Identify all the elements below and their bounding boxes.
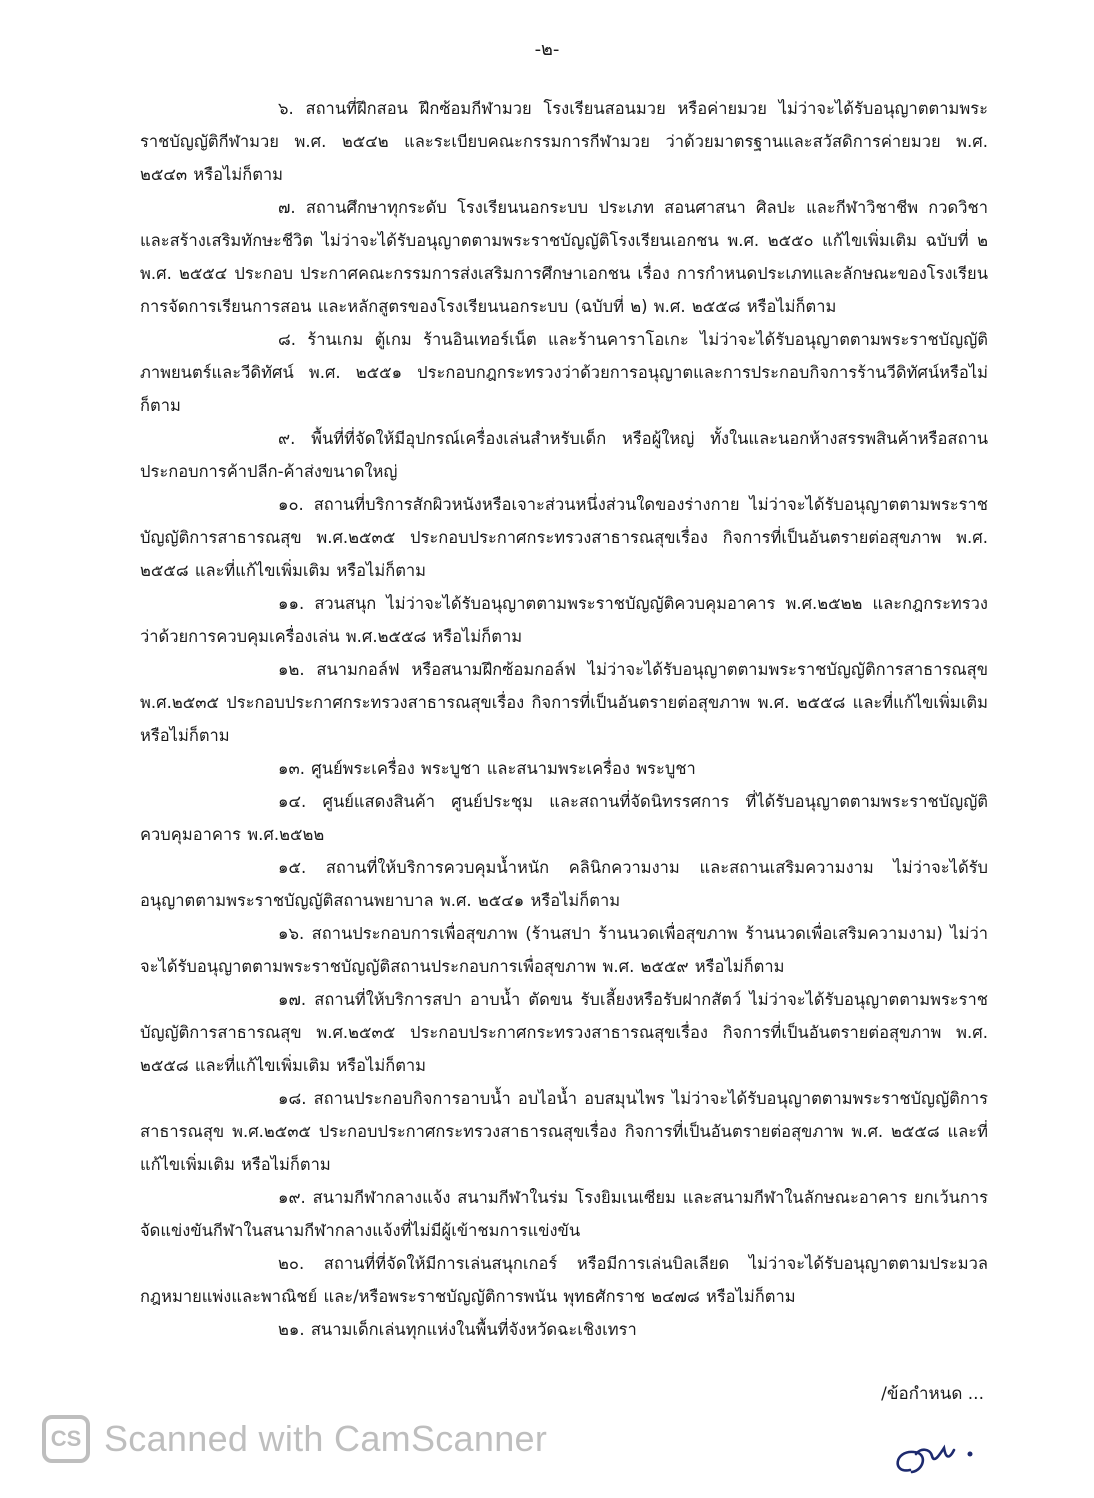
- document-body: [140, 92, 988, 1346]
- list-item: ๖. สถานที่ฝึกสอน ฝึกซ้อมกีฬามวย โรงเรียนสอนมวย หรือค่ายมวย ไม่ว่าจะได้รับอนุญาตตามพระราชบัญญัติกีฬามวย พ.ศ. ๒๕๔๒ และระเบียบคณะกรรมการกีฬามวย ว่าด้วยมาตรฐานและสวัสดิการค่ายมวย พ.ศ. ๒๕๔๓ หรือไม่ก็ตาม: [140, 99, 988, 184]
- camscanner-logo-icon: CS: [42, 1415, 90, 1463]
- list-item: ๑๑. สวนสนุก ไม่ว่าจะได้รับอนุญาตตามพระราชบัญญัติควบคุมอาคาร พ.ศ.๒๕๒๒ และกฎกระทรวงว่าด้วยการควบคุมเครื่องเล่น พ.ศ.๒๕๕๘ หรือไม่ก็ตาม: [140, 594, 988, 646]
- list-item: ๑๐. สถานที่บริการสักผิวหนังหรือเจาะส่วนหนึ่งส่วนใดของร่างกาย ไม่ว่าจะได้รับอนุญาตตามพระราชบัญญัติการสาธารณสุข พ.ศ.๒๕๓๕ ประกอบประกาศกระทรวงสาธารณสุขเรื่อง กิจการที่เป็นอันตรายต่อสุขภาพ พ.ศ. ๒๕๕๘ และที่แก้ไขเพิ่มเติม หรือไม่ก็ตาม: [140, 495, 988, 580]
- watermark-text: Scanned with CamScanner: [104, 1418, 548, 1459]
- list-item: ๒๐. สถานที่ที่จัดให้มีการเล่นสนุกเกอร์ หรือมีการเล่นบิลเลียด ไม่ว่าจะได้รับอนุญาตตามประมวลกฎหมายแพ่งและพาณิชย์ และ/หรือพระราชบัญญัติการพนัน พุทธศักราช ๒๔๗๘ หรือไม่ก็ตาม: [140, 1254, 988, 1306]
- page-number: -๒-: [534, 39, 560, 60]
- list-item: ๙. พื้นที่ที่จัดให้มีอุปกรณ์เครื่องเล่นสำหรับเด็ก หรือผู้ใหญ่ ทั้งในและนอกห้างสรรพสินค้าหรือสถานประกอบการค้าปลีก-ค้าส่งขนาดใหญ่: [140, 429, 988, 481]
- list-item: ๑๖. สถานประกอบการเพื่อสุขภาพ (ร้านสปา ร้านนวดเพื่อสุขภาพ ร้านนวดเพื่อเสริมความงาม) ไม่ว่าจะได้รับอนุญาตตามพระราชบัญญัติสถานประกอบการเพื่อสุขภาพ พ.ศ. ๒๕๕๙ หรือไม่ก็ตาม: [140, 924, 988, 976]
- list-item: ๑๘. สถานประกอบกิจการอาบน้ำ อบไอน้ำ อบสมุนไพร ไม่ว่าจะได้รับอนุญาตตามพระราชบัญญัติการสาธารณสุข พ.ศ.๒๕๓๕ ประกอบประกาศกระทรวงสาธารณสุขเรื่อง กิจการที่เป็นอันตรายต่อสุขภาพ พ.ศ. ๒๕๕๘ และที่แก้ไขเพิ่มเติม หรือไม่ก็ตาม: [140, 1089, 988, 1174]
- camscanner-watermark: [42, 1415, 547, 1463]
- list-item: ๗. สถานศึกษาทุกระดับ โรงเรียนนอกระบบ ประเภท สอนศาสนา ศิลปะ และกีฬาวิชาชีพ กวดวิชา และสร้างเสริมทักษะชีวิต ไม่ว่าจะได้รับอนุญาตตามพระราชบัญญัติโรงเรียนเอกชน พ.ศ. ๒๕๕๐ แก้ไขเพิ่มเติม ฉบับที่ ๒ พ.ศ. ๒๕๕๔ ประกอบ ประกาศคณะกรรมการส่งเสริมการศึกษาเอกชน เรื่อง การกำหนดประเภทและลักษณะของโรงเรียน การจัดการเรียนการสอน และหลักสูตรของโรงเรียนนอกระบบ (ฉบับที่ ๒) พ.ศ. ๒๕๕๘ หรือไม่ก็ตาม: [140, 198, 988, 316]
- list-item: ๑๒. สนามกอล์ฟ หรือสนามฝึกซ้อมกอล์ฟ ไม่ว่าจะได้รับอนุญาตตามพระราชบัญญัติการสาธารณสุข พ.ศ.๒๕๓๕ ประกอบประกาศกระทรวงสาธารณสุขเรื่อง กิจการที่เป็นอันตรายต่อสุขภาพ พ.ศ. ๒๕๕๘ และที่แก้ไขเพิ่มเติม หรือไม่ก็ตาม: [140, 660, 988, 745]
- list-item: ๘. ร้านเกม ตู้เกม ร้านอินเทอร์เน็ต และร้านคาราโอเกะ ไม่ว่าจะได้รับอนุญาตตามพระราชบัญญัติภาพยนตร์และวีดิทัศน์ พ.ศ. ๒๕๕๑ ประกอบกฎกระทรวงว่าด้วยการอนุญาตและการประกอบกิจการร้านวีดิทัศน์หรือไม่ก็ตาม: [140, 330, 988, 415]
- signature-icon: [880, 1430, 990, 1490]
- list-item: ๑๕. สถานที่ให้บริการควบคุมน้ำหนัก คลินิกความงาม และสถานเสริมความงาม ไม่ว่าจะได้รับอนุญาตตามพระราชบัญญัติสถานพยาบาล พ.ศ. ๒๕๔๑ หรือไม่ก็ตาม: [140, 858, 988, 910]
- list-item: ๑๔. ศูนย์แสดงสินค้า ศูนย์ประชุม และสถานที่จัดนิทรรศการ ที่ได้รับอนุญาตตามพระราชบัญญัติควบคุมอาคาร พ.ศ.๒๕๒๒: [140, 792, 988, 844]
- list-item: ๑๗. สถานที่ให้บริการสปา อาบน้ำ ตัดขน รับเลี้ยงหรือรับฝากสัตว์ ไม่ว่าจะได้รับอนุญาตตามพระราชบัญญัติการสาธารณสุข พ.ศ.๒๕๓๕ ประกอบประกาศกระทรวงสาธารณสุขเรื่อง กิจการที่เป็นอันตรายต่อสุขภาพ พ.ศ. ๒๕๕๘ และที่แก้ไขเพิ่มเติม หรือไม่ก็ตาม: [140, 990, 988, 1075]
- list-item: ๑๓. ศูนย์พระเครื่อง พระบูชา และสนามพระเครื่อง พระบูชา: [278, 759, 696, 778]
- list-item: ๒๑. สนามเด็กเล่นทุกแห่งในพื้นที่จังหวัดฉะเชิงเทรา: [278, 1320, 637, 1339]
- list-item: ๑๙. สนามกีฬากลางแจ้ง สนามกีฬาในร่ม โรงยิมเนเซียม และสนามกีฬาในลักษณะอาคาร ยกเว้นการจัดแข่งขันกีฬาในสนามกีฬากลางแจ้งที่ไม่มีผู้เข้าชมการแข่งขัน: [140, 1188, 988, 1240]
- continuation-note: /ข้อกำหนด ...: [881, 1384, 984, 1404]
